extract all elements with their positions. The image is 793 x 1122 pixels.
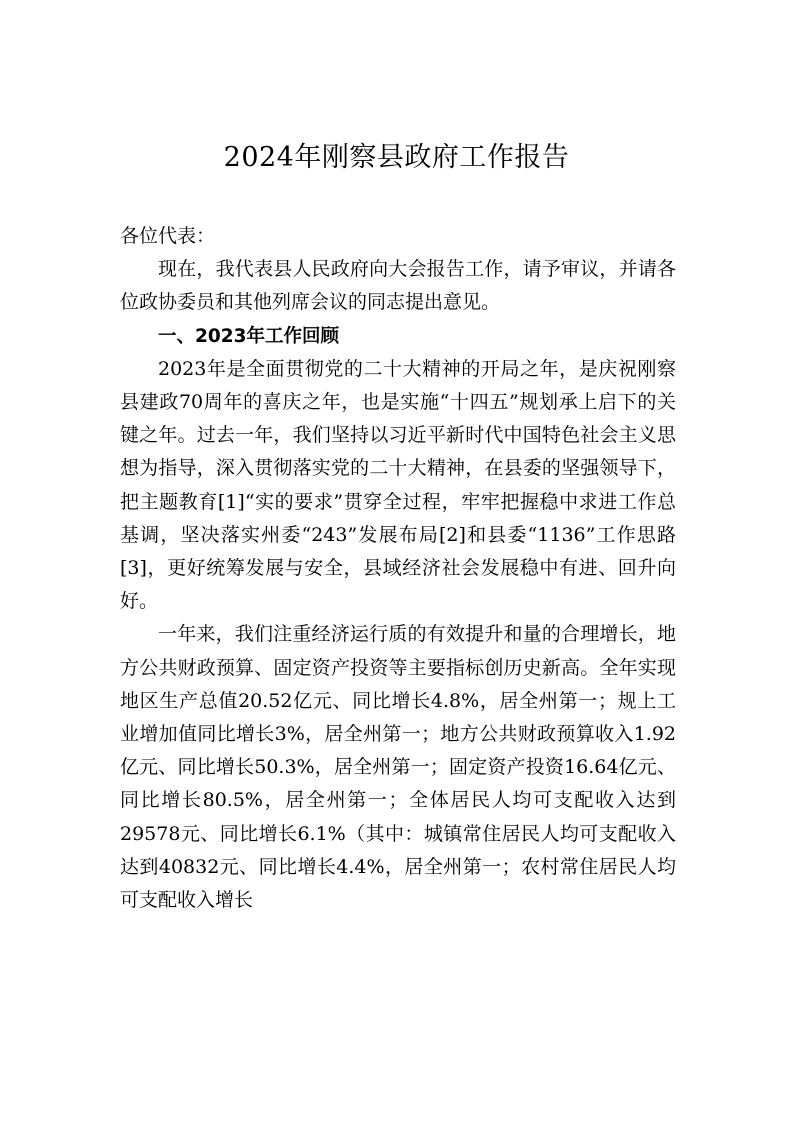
intro-paragraph: 现在，我代表县人民政府向大会报告工作，请予审议，并请各位政协委员和其他列席会议的同志提出意见。 <box>120 258 676 314</box>
document-body <box>120 220 676 917</box>
section-heading: 一、2023年工作回顾 <box>158 325 339 347</box>
document-title: 2024年刚察县政府工作报告 <box>223 142 570 173</box>
body-paragraph-2: 一年来，我们注重经济运行质的有效提升和量的合理增长，地方公共财政预算、固定资产投资等主要指标创历史新高。全年实现地区生产总值20.52亿元、同比增长4.8%，居全州第一；规上工业增加值同比增长3%，居全州第一；地方公共财政预算收入1.92亿元、同比增长50.3%，居全州第一；固定资产投资16.64亿元、同比增长80.5%，居全州第一；全体居民人均可支配收入达到29578元、同比增长6.1%（其中：城镇常住居民人均可支配收入达到40832元、同比增长4.4%，居全州第一；农村常住居民人均可支配收入增长 <box>120 623 676 912</box>
body-paragraph-1: 2023年是全面贯彻党的二十大精神的开局之年，是庆祝刚察县建政70周年的喜庆之年，也是实施“十四五”规划承上启下的关键之年。过去一年，我们坚持以习近平新时代中国特色社会主义思想为指导，深入贯彻落实党的二十大精神，在县委的坚强领导下，把主题教育[1]“实的要求”贯穿全过程，牢牢把握稳中求进工作总基调，坚决落实州委“243”发展布局[2]和县委“1136”工作思路[3]，更好统筹发展与安全，县域经济社会发展稳中有进、回升向好。 <box>120 357 676 613</box>
salutation: 各位代表： <box>120 225 216 247</box>
